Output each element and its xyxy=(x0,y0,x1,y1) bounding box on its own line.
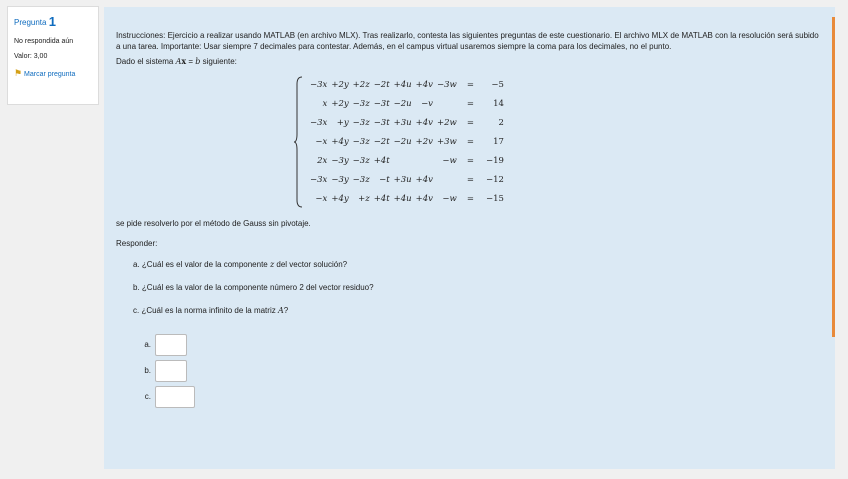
answer-input-b[interactable] xyxy=(155,360,187,382)
equation-term: −3z xyxy=(352,99,370,110)
left-brace-icon xyxy=(294,76,303,208)
system-intro-post: siguiente: xyxy=(200,57,237,67)
answer-row-c xyxy=(135,384,823,410)
equation-term: −x xyxy=(315,137,328,148)
answer-row-b xyxy=(135,358,823,384)
equation-row xyxy=(308,172,506,191)
equation-rhs: −19 xyxy=(485,156,504,167)
equation-term: +3u xyxy=(393,175,412,186)
equation-term: x xyxy=(322,99,328,110)
equation-term: +2w xyxy=(437,118,457,129)
equation-term xyxy=(435,172,459,191)
equation-term: −2t xyxy=(373,137,390,148)
question-number: 1 xyxy=(48,14,56,29)
equation-term: +3w xyxy=(437,137,457,148)
equation-term: +4t xyxy=(373,194,390,205)
equation-rhs: −12 xyxy=(485,175,504,186)
item-c-text: c. ¿Cuál es la norma infinito de la matriz xyxy=(133,306,278,316)
equation-term: −2u xyxy=(393,137,412,148)
equations-table xyxy=(308,77,506,210)
equation-term: +4v xyxy=(415,175,433,186)
equation-rhs: 2 xyxy=(498,118,504,129)
answer-row-a xyxy=(135,332,823,358)
item-a-text: a. ¿Cuál es el valor de la componente xyxy=(133,259,270,269)
equals-sign: = xyxy=(466,137,474,148)
equation-term: −3x xyxy=(310,118,328,129)
question-prefix: Pregunta xyxy=(14,18,47,27)
equation-row xyxy=(308,153,506,172)
equation-term: +4t xyxy=(373,156,390,167)
equation-rhs: 14 xyxy=(493,99,504,110)
answer-label-c: c. xyxy=(144,391,151,401)
system-intro xyxy=(116,56,823,67)
question-content xyxy=(104,7,835,469)
equation-term: −3z xyxy=(352,118,370,129)
matrix-a-symbol: A xyxy=(175,57,182,67)
equation-term: +4u xyxy=(393,194,412,205)
equals-sign: = xyxy=(466,156,474,167)
equation-term: −3t xyxy=(373,118,390,129)
equation-term: −v xyxy=(421,99,433,110)
equation-term xyxy=(414,153,435,172)
equation-row xyxy=(308,96,506,115)
equation-row xyxy=(308,115,506,134)
equation-term: −3t xyxy=(373,99,390,110)
vector-x-symbol: x xyxy=(181,56,187,67)
equation-term: +2v xyxy=(415,137,433,148)
equals-sign: = xyxy=(466,99,474,110)
question-item-c xyxy=(133,305,823,316)
equation-term: 2x xyxy=(317,156,328,167)
equation-term: +2y xyxy=(331,80,349,91)
question-status: No respondida aún xyxy=(14,37,74,45)
equation-term: −w xyxy=(442,194,457,205)
answer-input-c[interactable] xyxy=(155,386,195,408)
method-text: se pide resolverlo por el método de Gauss sin pivotaje. xyxy=(116,218,311,228)
equation-term: −3x xyxy=(310,175,328,186)
equation-system xyxy=(294,76,634,212)
answer-input-a[interactable] xyxy=(155,334,187,356)
equals-sign: = xyxy=(466,194,474,205)
equals-sign: = xyxy=(466,118,474,129)
system-intro-pre: Dado el sistema xyxy=(116,57,176,67)
equation-term: −3y xyxy=(331,156,349,167)
equation-term xyxy=(392,153,414,172)
equation-term: −t xyxy=(379,175,390,186)
equation-term: +z xyxy=(358,194,370,205)
equation-term: +4y xyxy=(331,194,349,205)
equation-term: −w xyxy=(442,156,457,167)
answer-fields xyxy=(135,332,823,410)
equation-row xyxy=(308,134,506,153)
equation-term: −2t xyxy=(373,80,390,91)
equation-term: −3z xyxy=(352,156,370,167)
equation-rhs: 17 xyxy=(493,137,504,148)
item-b-text: b. ¿Cuál es la valor de la componente número 2 del vector residuo? xyxy=(133,283,374,293)
equation-term: +4y xyxy=(331,137,349,148)
responder-label: Responder: xyxy=(116,238,158,248)
equation-term: −x xyxy=(315,194,328,205)
equation-term: +4v xyxy=(415,194,433,205)
equation-term: +y xyxy=(336,118,349,129)
equals-sign: = xyxy=(466,80,474,91)
answer-label-a: a. xyxy=(144,339,151,349)
equation-term: −3x xyxy=(310,80,328,91)
item-a-var: z xyxy=(269,259,275,269)
question-info-panel xyxy=(7,6,99,105)
equation-term: −3z xyxy=(352,137,370,148)
equation-rhs: −15 xyxy=(485,194,504,205)
question-item-b xyxy=(133,282,823,293)
equation-row xyxy=(308,77,506,96)
equation-rhs: −5 xyxy=(491,80,504,91)
equation-term: +3u xyxy=(393,118,412,129)
flag-question-link[interactable] xyxy=(14,67,92,79)
equation-term: +4v xyxy=(415,80,433,91)
equals-sign: = xyxy=(466,175,474,186)
vector-b-symbol: b xyxy=(195,57,201,67)
equation-term: +4v xyxy=(415,118,433,129)
item-a-text-end: del vector solución? xyxy=(274,259,348,269)
equation-term: −3z xyxy=(352,175,370,186)
equation-term: −3y xyxy=(331,175,349,186)
system-equals: = xyxy=(186,57,196,67)
equation-term: +4u xyxy=(393,80,412,91)
equation-term xyxy=(435,96,459,115)
flag-icon: ⚑ xyxy=(14,68,23,79)
answer-label-b: b. xyxy=(144,365,151,375)
flag-question-label: Marcar pregunta xyxy=(24,71,76,79)
equation-row xyxy=(308,191,506,210)
question-item-a xyxy=(133,259,823,270)
item-c-text-end: ? xyxy=(283,306,289,316)
item-c-var: A xyxy=(277,306,284,316)
equation-term: −3w xyxy=(437,80,457,91)
equation-term: +2z xyxy=(352,80,370,91)
question-instructions: Instrucciones: Ejercicio a realizar usando MATLAB (en archivo MLX). Tras realizarlo, contesta las siguientes preguntas de este cuestionario. El archivo MLX de MATLAB con la resolución será subido a una tarea. Importante: Usar siempre 7 decimales para contestar. Además, en el campus virtual usaremos siempre la coma para los decimales, no el punto. xyxy=(116,31,819,52)
scrollbar[interactable] xyxy=(832,17,835,337)
equation-term: +2y xyxy=(331,99,349,110)
equation-term: −2u xyxy=(393,99,412,110)
question-label xyxy=(14,13,92,31)
question-value: Valor: 3,00 xyxy=(14,52,48,60)
